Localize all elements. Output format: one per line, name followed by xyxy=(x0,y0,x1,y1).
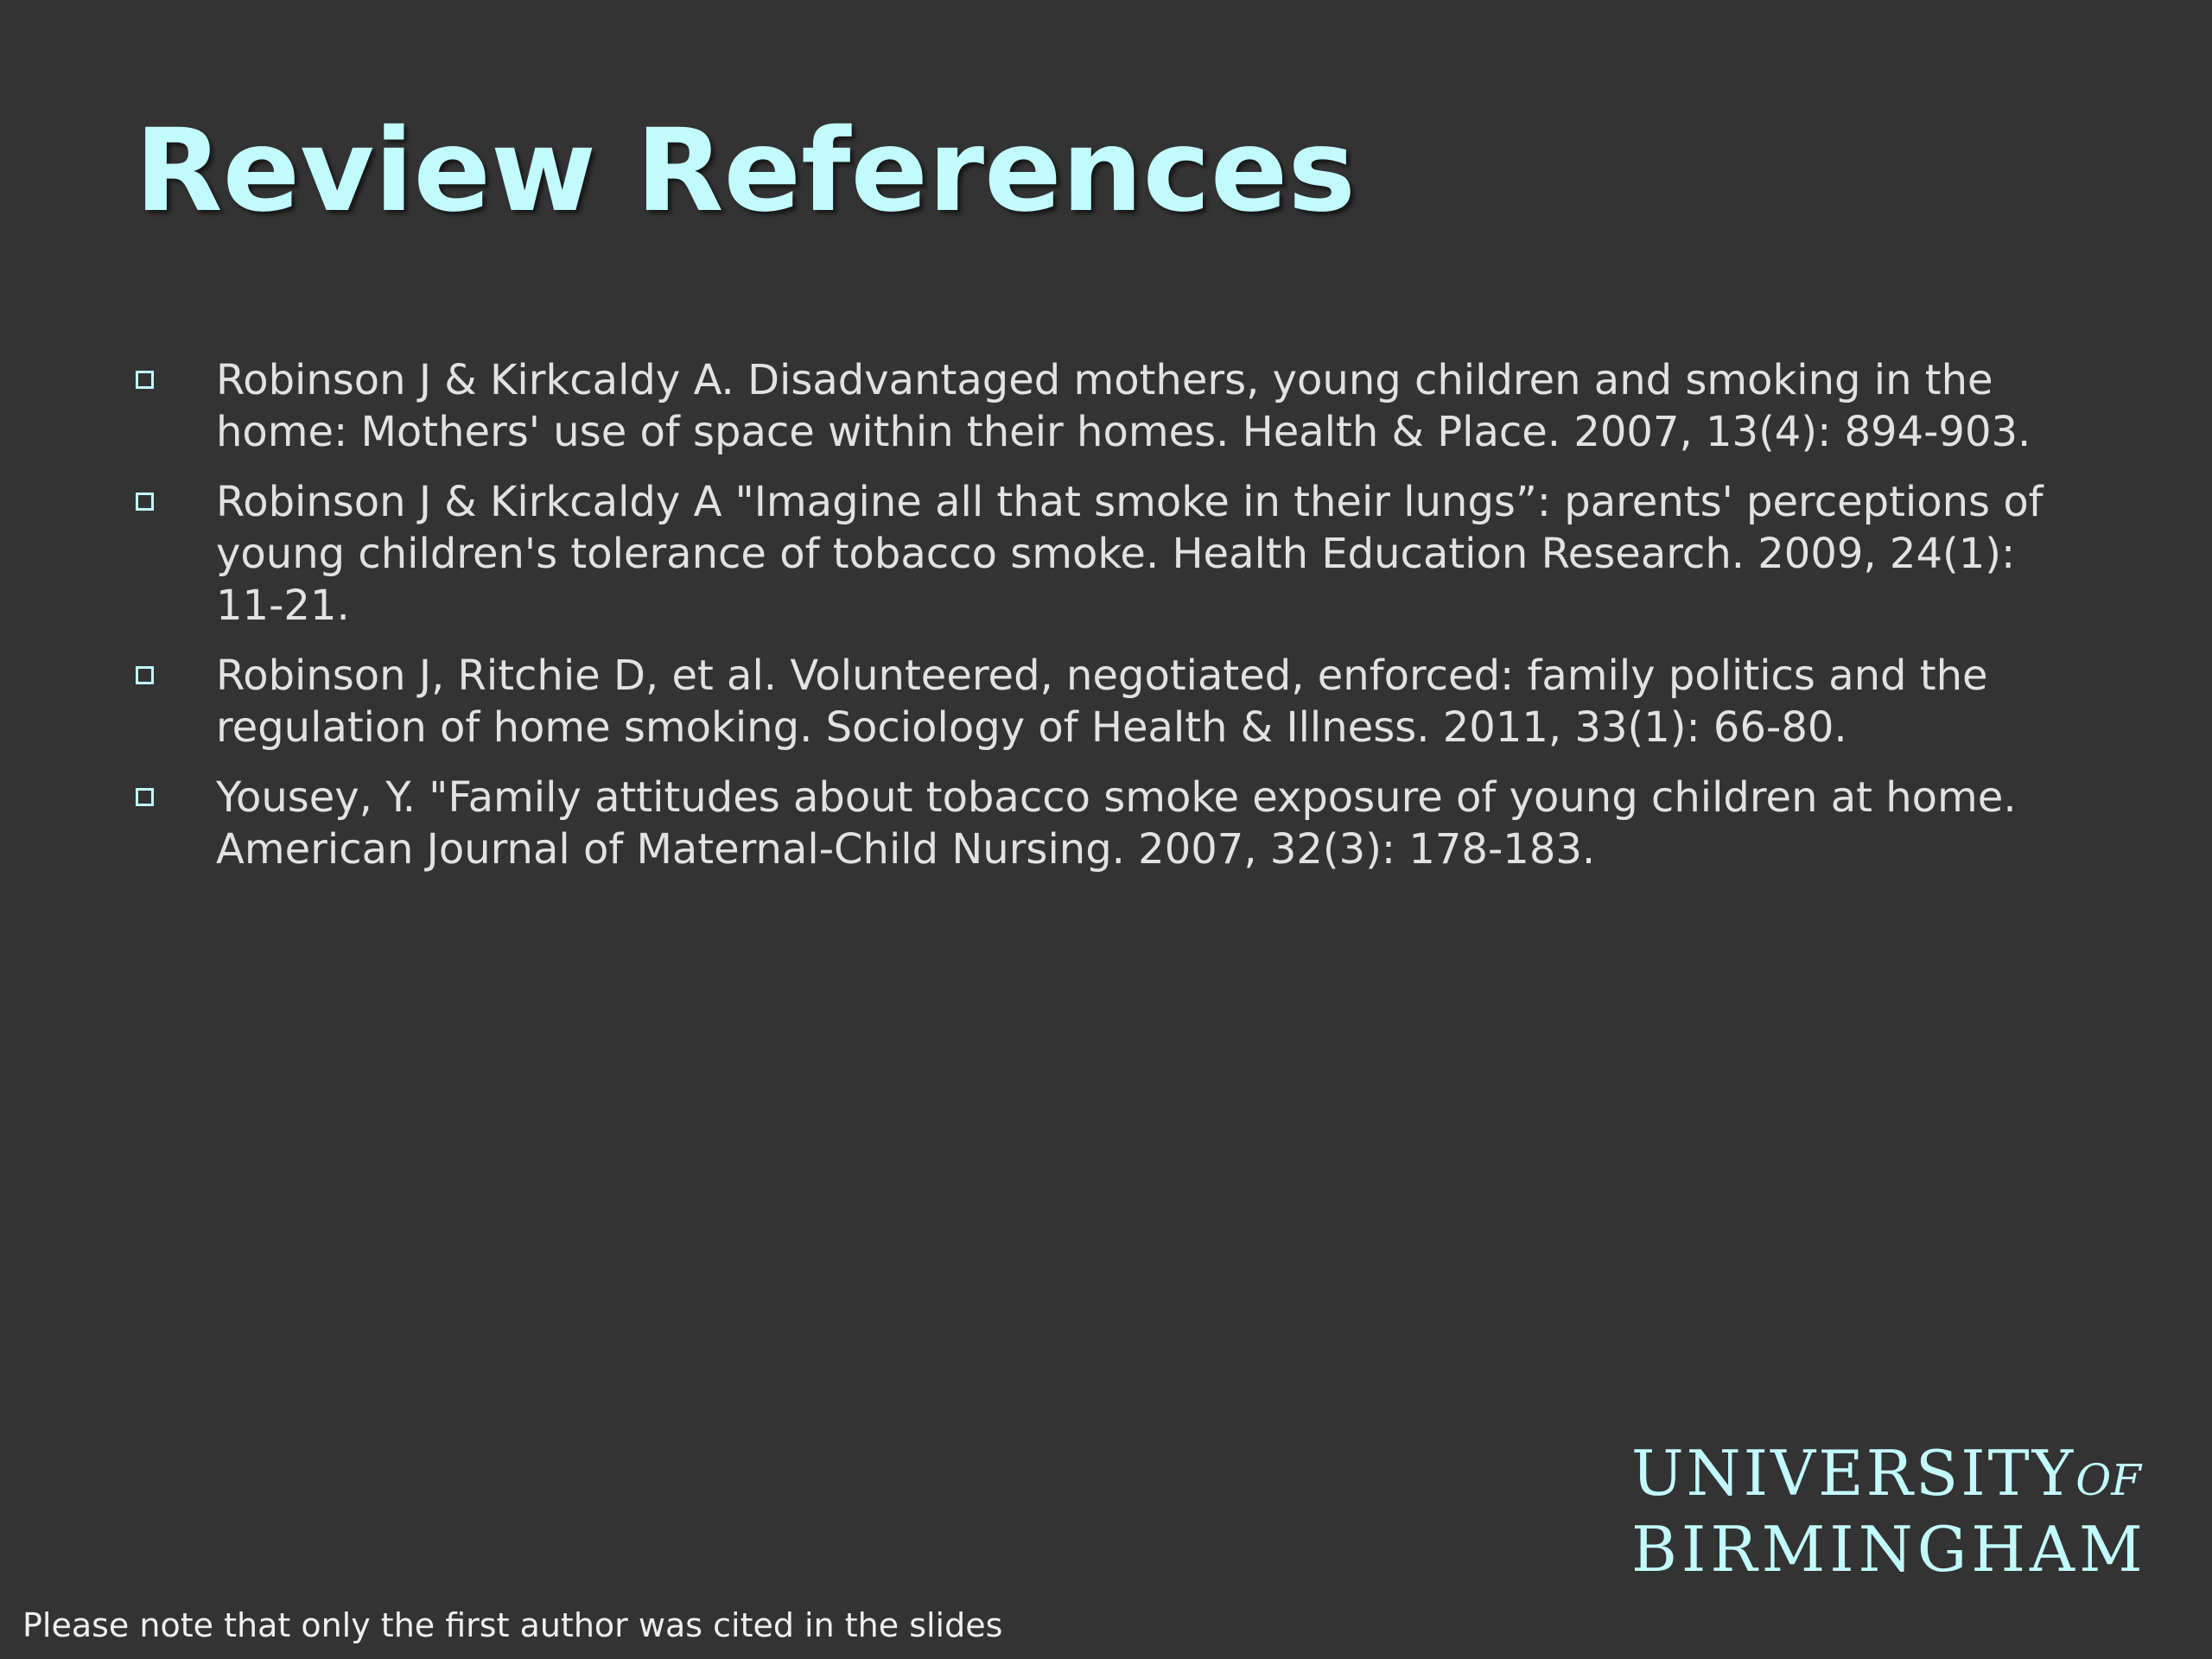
reference-list xyxy=(130,354,2082,893)
logo-line-university xyxy=(1631,1437,2141,1515)
reference-text: Robinson J & Kirkcaldy A. Disadvantaged mothers, young children and smoking in the home: Mothers' use of space within their homes. Health & Place. 2007, 13(4): 894-903. xyxy=(216,356,2031,456)
hollow-square-bullet-icon xyxy=(136,493,154,511)
reference-item xyxy=(130,650,2082,753)
hollow-square-bullet-icon xyxy=(136,666,154,684)
logo-line-birmingham: BIRMINGHAM xyxy=(1631,1513,2147,1586)
reference-text: Robinson J & Kirkcaldy A "Imagine all that smoke in their lungs”: parents' perceptions of young children's tolerance of tobacco smoke. Health Education Research. 2009, 24(1): 11-21. xyxy=(216,478,2044,630)
slide-title: Review References xyxy=(135,105,1356,238)
reference-item xyxy=(130,476,2082,632)
logo-university-text: UNIVERSITY xyxy=(1631,1437,2076,1510)
university-logo xyxy=(1631,1437,2147,1586)
hollow-square-bullet-icon xyxy=(136,788,154,806)
reference-item xyxy=(130,772,2082,875)
reference-text: Robinson J, Ritchie D, et al. Volunteered, negotiated, enforced: family politics and the regulation of home smoking. Sociology of Health & Illness. 2011, 33(1): 66-80. xyxy=(216,652,1988,752)
hollow-square-bullet-icon xyxy=(136,371,154,389)
logo-of-text: OF xyxy=(2075,1455,2141,1505)
reference-text: Yousey, Y. "Family attitudes about tobacco smoke exposure of young children at home. American Journal of Maternal-Child Nursing. 2007, 32(3): 178-183. xyxy=(216,773,2017,874)
reference-item xyxy=(130,354,2082,458)
footnote: Please note that only the first author was cited in the slides xyxy=(22,1606,1003,1644)
